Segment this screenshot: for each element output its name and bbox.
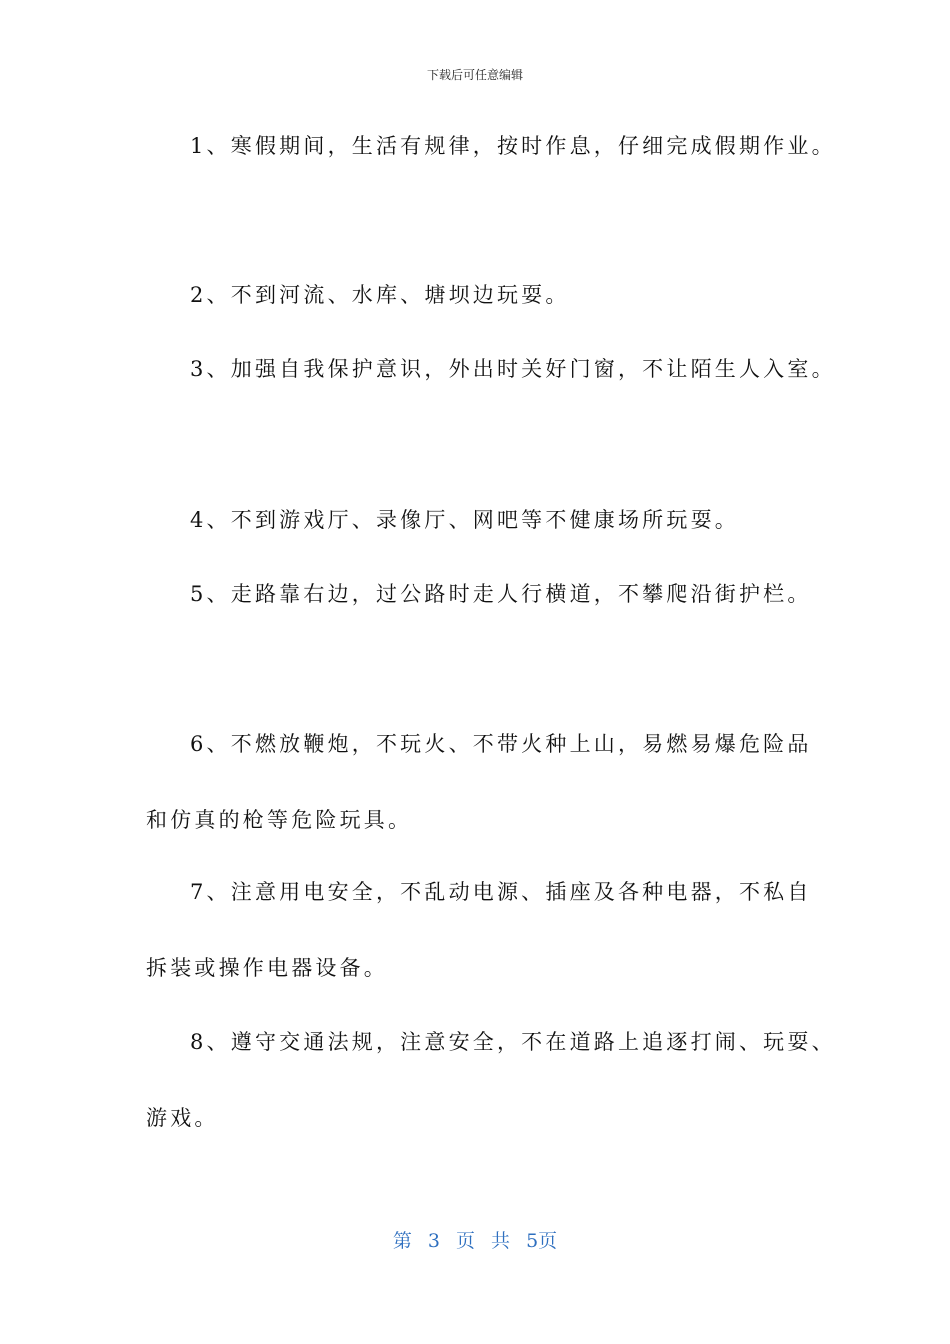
item-number: 7、 <box>190 880 231 904</box>
item-number: 6、 <box>190 732 231 756</box>
item-text-line1: 注意用电安全，不乱动电源、插座及各种电器，不私自 <box>230 880 812 904</box>
item-number: 8、 <box>190 1030 231 1054</box>
item-text-line1: 遵守交通法规，注意安全，不在道路上追逐打闹、玩耍、 <box>230 1030 836 1054</box>
rule-item-7 <box>146 854 826 1006</box>
item-text: 加强自我保护意识，外出时关好门窗，不让陌生人入室。 <box>230 357 836 381</box>
item-text: 走路靠右边，过公路时走人行横道，不攀爬沿街护栏。 <box>230 582 812 606</box>
page-number-footer: 第 3 页 共 5页 <box>392 1230 558 1252</box>
item-number: 3、 <box>190 357 231 381</box>
item-text: 不到游戏厅、录像厅、网吧等不健康场所玩耍。 <box>230 508 739 532</box>
rule-item-3 <box>146 331 836 407</box>
item-text: 不到河流、水库、塘坝边玩耍。 <box>230 283 570 307</box>
rule-item-8 <box>146 1004 836 1156</box>
item-number: 4、 <box>190 508 231 532</box>
item-text-line2: 游戏。 <box>146 1106 219 1130</box>
item-number: 5、 <box>190 582 231 606</box>
item-number: 2、 <box>190 283 231 307</box>
item-text-line1: 不燃放鞭炮，不玩火、不带火种上山，易燃易爆危险品 <box>230 732 812 756</box>
item-number: 1、 <box>190 134 231 158</box>
item-text: 寒假期间，生活有规律，按时作息，仔细完成假期作业。 <box>230 134 836 158</box>
rule-item-2 <box>146 257 826 333</box>
rule-item-5 <box>146 556 826 632</box>
rule-item-6 <box>146 706 826 858</box>
item-text-line2: 拆装或操作电器设备。 <box>146 956 388 980</box>
page-header: 下载后可任意编辑 <box>426 68 523 82</box>
rule-item-1 <box>146 108 836 184</box>
rule-item-4 <box>146 482 826 558</box>
item-text-line2: 和仿真的枪等危险玩具。 <box>146 808 413 832</box>
